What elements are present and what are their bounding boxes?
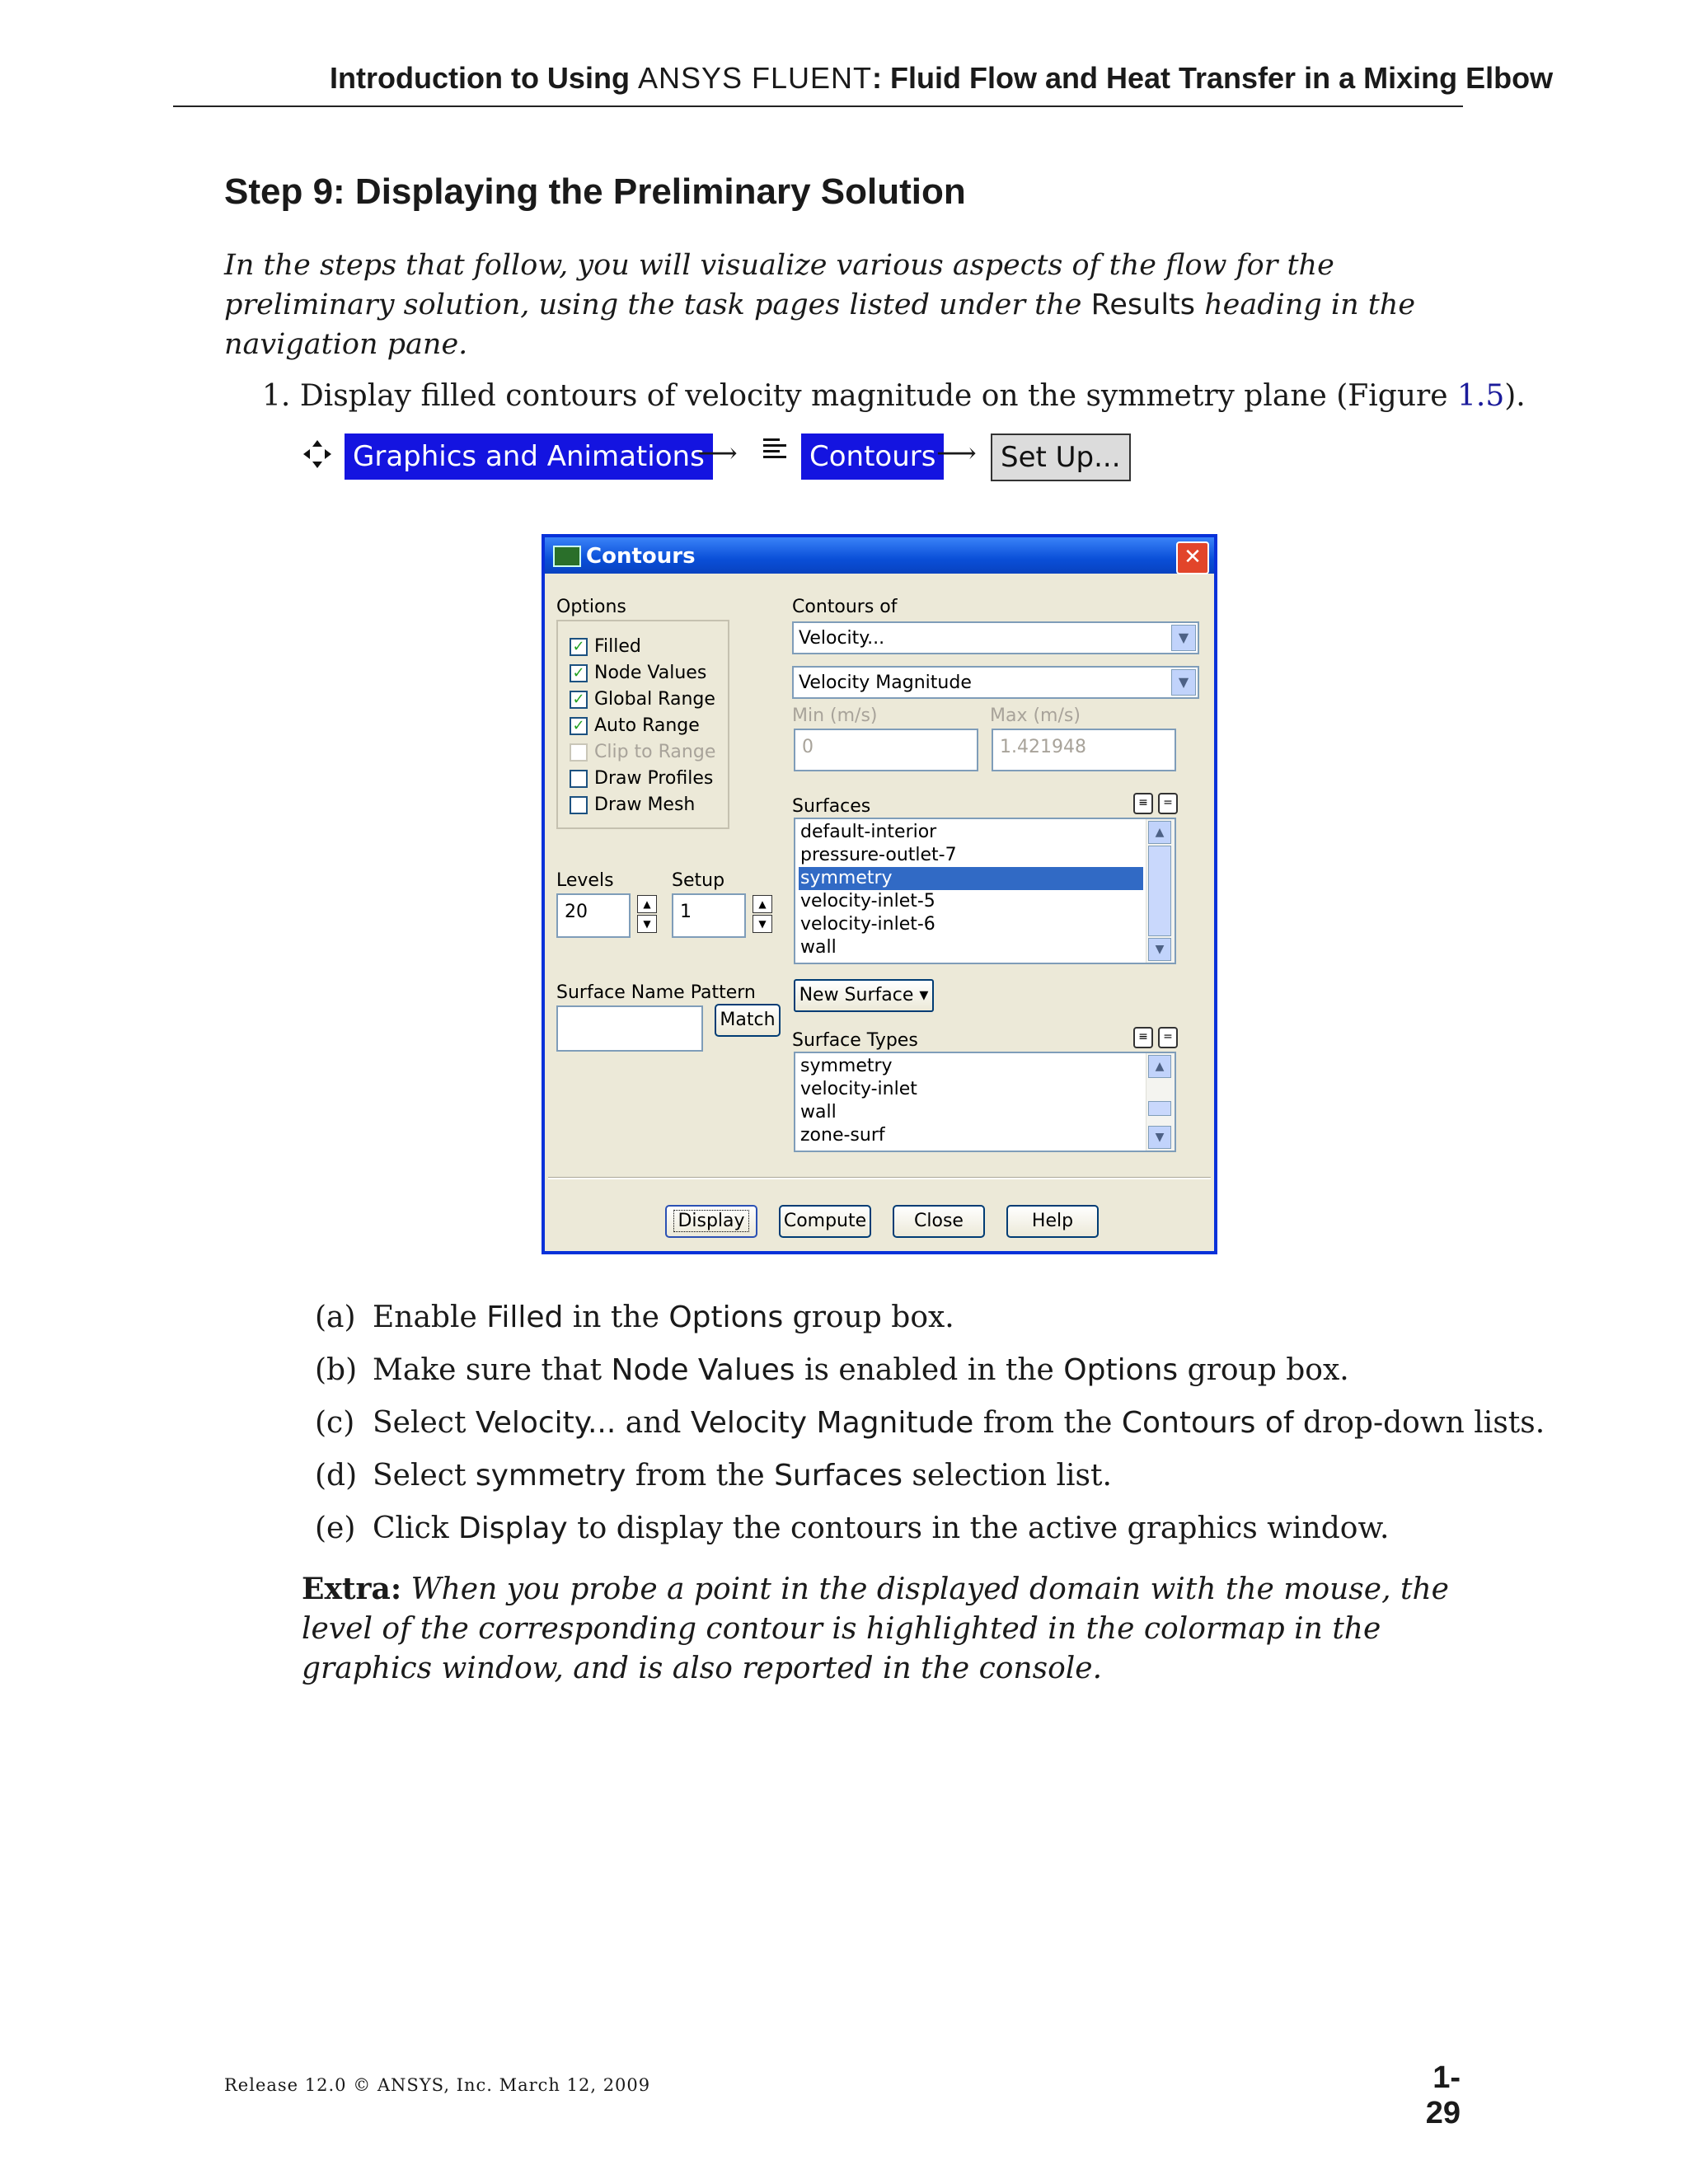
page-number: 1-29 — [1425, 2060, 1461, 2130]
option-label: Draw Profiles — [594, 768, 714, 789]
ui-term: Options — [1063, 1353, 1179, 1387]
substep-text: Make sure that — [373, 1353, 612, 1387]
option-checkbox — [570, 743, 588, 762]
option-label: Clip to Range — [594, 742, 716, 762]
option-checkbox[interactable]: ✓ — [570, 664, 588, 682]
match-button[interactable]: Match — [715, 1004, 781, 1037]
substep-text: Select — [373, 1406, 476, 1440]
list-item[interactable]: wall — [800, 1102, 837, 1122]
intro-before: In the steps that follow, you will visualize various aspects of the flow for the preliminary solution, using the task pages listed under the — [224, 249, 1334, 321]
ui-term: symmetry — [475, 1459, 626, 1493]
list-item[interactable]: default-interior — [800, 822, 937, 842]
substep-text: in the — [563, 1301, 669, 1334]
contours-of-dropdown[interactable] — [792, 621, 1199, 654]
options-label: Options — [556, 597, 626, 617]
list-item[interactable]: symmetry — [799, 867, 1143, 890]
max-field[interactable] — [992, 729, 1176, 771]
option-checkbox[interactable]: ✓ — [570, 717, 588, 735]
option-label: Global Range — [594, 689, 715, 710]
ui-term: Velocity... — [475, 1406, 617, 1440]
item1-end: ). — [1504, 379, 1526, 413]
list-item[interactable]: wall — [800, 937, 837, 958]
option-checkbox[interactable]: ✓ — [570, 638, 588, 656]
option-checkbox[interactable]: ✓ — [570, 691, 588, 709]
setup-label: Setup — [672, 870, 725, 891]
display-button[interactable] — [665, 1205, 757, 1238]
levels-label: Levels — [556, 870, 614, 891]
contours-link[interactable]: Contours — [801, 434, 944, 480]
dialog-titlebar — [545, 537, 1214, 574]
navigation-path — [302, 434, 1456, 483]
chevron-down-icon[interactable]: ▼ — [1171, 669, 1196, 696]
substep-text: Enable — [373, 1301, 487, 1334]
option-label: Filled — [594, 636, 641, 657]
levels-decrement-icon[interactable]: ▼ — [637, 915, 657, 933]
surfaces-label: Surfaces — [792, 796, 871, 817]
help-button[interactable]: Help — [1006, 1205, 1099, 1238]
levels-field[interactable] — [556, 893, 631, 938]
setup-field[interactable] — [672, 893, 746, 938]
intro-after: heading in the navigation pane. — [224, 288, 1416, 361]
new-surface-label: New Surface — [799, 985, 914, 1005]
nav-arrow-1: ⟶ — [697, 437, 738, 470]
max-label: Max (m/s) — [990, 705, 1081, 726]
substep-text: drop-down lists. — [1293, 1406, 1545, 1440]
footer-release: Release 12.0 © ANSYS, Inc. March 12, 2009 — [224, 2075, 651, 2095]
substep-text: is enabled in the — [795, 1353, 1064, 1387]
option-checkbox[interactable] — [570, 796, 588, 814]
deselect-all-icon[interactable]: = — [1158, 793, 1178, 814]
contours-of-value: Velocity... — [799, 628, 885, 649]
graphics-and-animations-link[interactable]: Graphics and Animations — [345, 434, 713, 480]
max-value: 1.421948 — [1000, 737, 1086, 757]
intro-keyword: Results — [1090, 288, 1196, 321]
substep-tag: (c) — [315, 1406, 355, 1440]
dialog-title: Contours — [586, 544, 696, 569]
substep-tag: (b) — [315, 1353, 358, 1387]
ui-term: Surfaces — [774, 1459, 903, 1493]
list-item[interactable]: velocity-inlet-5 — [800, 891, 935, 912]
contours-dialog — [542, 534, 1217, 1254]
ui-term: Node Values — [611, 1353, 795, 1387]
header-product: ANSYS FLUENT — [637, 61, 873, 95]
list-item[interactable]: velocity-inlet — [800, 1079, 917, 1099]
extra-note — [302, 1569, 1464, 1689]
extra-label: Extra: — [302, 1572, 402, 1606]
contours-of-sub-value: Velocity Magnitude — [799, 673, 972, 693]
substep-text: group box. — [783, 1301, 954, 1334]
setup-value: 1 — [680, 902, 692, 922]
setup-decrement-icon[interactable]: ▼ — [753, 915, 772, 933]
scroll-up-icon[interactable]: ▲ — [1148, 821, 1171, 844]
levels-increment-icon[interactable]: ▲ — [637, 895, 657, 913]
setup-increment-icon[interactable]: ▲ — [753, 895, 772, 913]
new-surface-button[interactable] — [794, 979, 934, 1012]
surface-name-pattern-field[interactable] — [556, 1005, 703, 1052]
deselect-all-types-icon[interactable]: = — [1158, 1027, 1178, 1048]
substep-text: group box. — [1178, 1353, 1349, 1387]
header-part1: Introduction to Using — [330, 61, 638, 95]
item1-number: 1. — [262, 379, 291, 413]
min-value: 0 — [802, 737, 814, 757]
option-label: Draw Mesh — [594, 794, 696, 815]
move-arrows-icon — [302, 438, 333, 470]
scroll-thumb[interactable] — [1148, 1101, 1171, 1116]
surface-name-pattern-label: Surface Name Pattern — [556, 982, 756, 1003]
substep-tag: (e) — [315, 1511, 356, 1545]
list-item-1 — [262, 379, 1526, 413]
scroll-down-icon[interactable]: ▼ — [1148, 938, 1171, 961]
ui-term: Options — [668, 1301, 784, 1334]
list-item[interactable]: velocity-inlet-6 — [800, 914, 935, 935]
app-icon — [553, 546, 581, 567]
scroll-thumb[interactable] — [1148, 846, 1171, 936]
substep — [315, 1406, 1545, 1440]
close-button[interactable]: Close — [893, 1205, 985, 1238]
figure-link[interactable]: 1.5 — [1457, 379, 1505, 413]
substep — [315, 1511, 1469, 1545]
select-all-icon[interactable]: ≡ — [1133, 793, 1153, 814]
substep — [315, 1459, 1469, 1493]
contours-of-label: Contours of — [792, 597, 898, 617]
substep-tag: (a) — [315, 1301, 356, 1334]
levels-value: 20 — [565, 902, 588, 922]
types-scrollbar[interactable] — [1146, 1053, 1175, 1151]
extra-text: When you probe a point in the displayed domain with the mouse, the level of the corresponding contour is highlighted in the colormap in the graphics window, and is also reported in the console. — [302, 1572, 1449, 1685]
option-checkbox[interactable] — [570, 770, 588, 788]
list-item[interactable]: zone-surf — [800, 1125, 885, 1146]
compute-button[interactable]: Compute — [779, 1205, 871, 1238]
chevron-down-icon[interactable]: ▼ — [1171, 625, 1196, 651]
task-list-icon — [762, 437, 788, 463]
set-up-button[interactable]: Set Up... — [991, 434, 1131, 481]
header-rule — [173, 105, 1463, 107]
list-item[interactable]: pressure-outlet-7 — [800, 845, 957, 865]
substep-text: selection list. — [902, 1459, 1112, 1493]
running-header — [330, 61, 1554, 96]
min-label: Min (m/s) — [792, 705, 878, 726]
min-field[interactable] — [794, 729, 978, 771]
scroll-up-icon[interactable]: ▲ — [1148, 1055, 1171, 1078]
button-separator — [548, 1177, 1211, 1179]
scroll-down-icon[interactable]: ▼ — [1148, 1126, 1171, 1149]
substep-text: Click — [373, 1511, 458, 1545]
substep-tag: (d) — [315, 1459, 358, 1493]
surfaces-listbox[interactable] — [794, 818, 1176, 964]
substep — [315, 1301, 1469, 1334]
surface-types-listbox[interactable] — [794, 1052, 1176, 1152]
substep — [315, 1353, 1469, 1387]
select-all-types-icon[interactable]: ≡ — [1133, 1027, 1153, 1048]
close-icon[interactable]: ✕ — [1176, 541, 1209, 574]
ui-term: Velocity Magnitude — [690, 1406, 974, 1440]
header-part3: : Fluid Flow and Heat Transfer in a Mixing Elbow — [872, 61, 1554, 95]
surfaces-scrollbar[interactable] — [1146, 819, 1175, 963]
contours-of-sub-dropdown[interactable] — [792, 666, 1199, 699]
caret-down-icon: ▾ — [919, 985, 929, 1005]
step-title: Step 9: Displaying the Preliminary Solution — [224, 171, 966, 212]
item1-text: Display filled contours of velocity magnitude on the symmetry plane (Figure — [299, 379, 1457, 413]
option-label: Node Values — [594, 663, 707, 683]
intro-paragraph — [224, 246, 1461, 364]
ui-term: Filled — [486, 1301, 564, 1334]
ui-term: Display — [458, 1511, 568, 1545]
substep-text: from the — [973, 1406, 1122, 1440]
list-item[interactable]: symmetry — [800, 1056, 893, 1076]
substep-text: from the — [626, 1459, 775, 1493]
ui-term: Contours of — [1121, 1406, 1294, 1440]
surface-types-label: Surface Types — [792, 1030, 918, 1051]
nav-arrow-2: ⟶ — [936, 437, 977, 470]
substep-text: and — [616, 1406, 691, 1440]
substep-text: Select — [373, 1459, 476, 1493]
display-label: Display — [673, 1210, 748, 1232]
substep-text: to display the contours in the active graphics window. — [567, 1511, 1390, 1545]
option-label: Auto Range — [594, 715, 700, 736]
